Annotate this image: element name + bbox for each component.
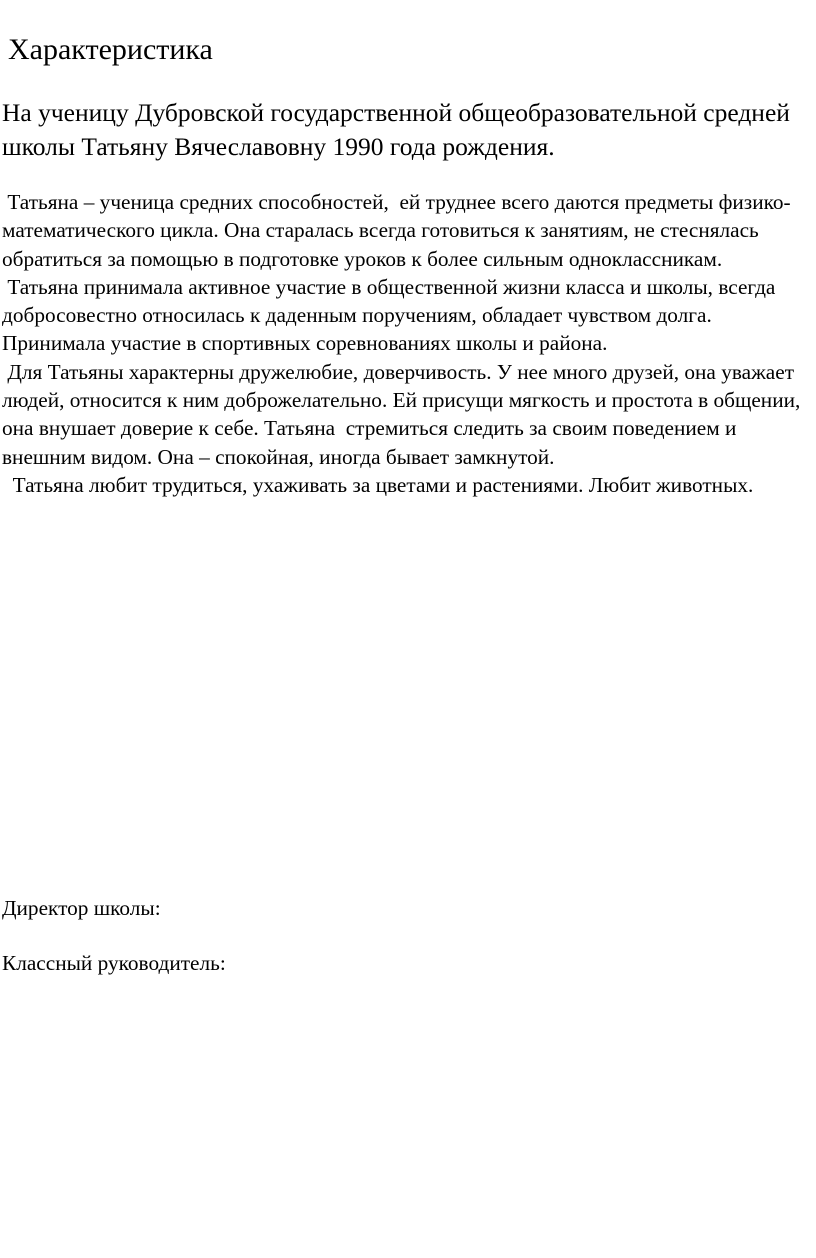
director-signature-label: Директор школы:: [2, 896, 161, 920]
paragraph-character: Для Татьяны характерны дружелюбие, доверчивость. У нее много друзей, она уважает людей, относится к ним доброжелательно. Ей присущи мягкость и простота в общении, она внушает доверие к себе. Татьяна стремиться следить за своим поведением и внешним видом. Она – спокойная, иногда бывает замкнутой.: [2, 359, 806, 469]
document-body: [2, 188, 810, 499]
document-title: Характеристика: [8, 33, 213, 66]
paragraph-social-activity: Татьяна принимала активное участие в общественной жизни класса и школы, всегда добросовестно относилась к даденным поручениям, обладает чувством долга. Принимала участие в спортивных соревнованиях школы и района.: [2, 274, 781, 356]
paragraph-hobbies: Татьяна любит трудиться, ухаживать за цветами и растениями. Любит животных.: [2, 472, 754, 497]
paragraph-abilities: Татьяна – ученица средних способностей, ей труднее всего даются предметы физико-математического цикла. Она старалась всегда готовиться к занятиям, не стеснялась обратиться за помощью в подготовке уроков к более сильным одноклассникам.: [2, 190, 791, 271]
class-teacher-signature-label: Классный руководитель:: [2, 951, 226, 975]
document-subtitle: На ученицу Дубровской государственной общеобразовательной средней школы Татьяну Вячеславовну 1990 года рождения.: [2, 98, 790, 161]
